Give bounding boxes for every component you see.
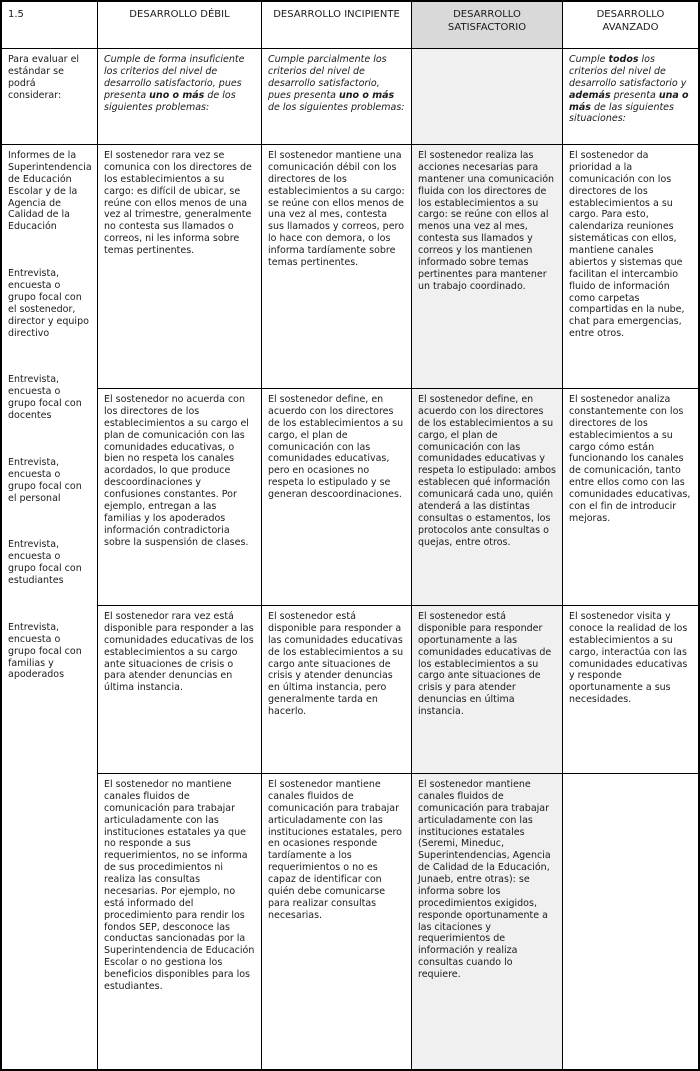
header-desarrollo-debil: DESARROLLO DÉBIL bbox=[98, 2, 261, 48]
source-item: Entrevista, encuesta o grupo focal con docentes bbox=[8, 374, 82, 421]
criteria-incipiente: Cumple parcialmente los criterios del nivel de desarrollo satisfactorio, pues presenta uno o más de los siguientes problemas: bbox=[262, 49, 411, 144]
criteria-intro: Para evaluar el estándar se podrá considerar: bbox=[2, 49, 97, 144]
source-item: Entrevista, encuesta o grupo focal con el sostenedor, director y equipo directivo bbox=[8, 268, 89, 339]
source-item: Entrevista, encuesta o grupo focal con estudiantes bbox=[8, 539, 82, 586]
cell-row2-satisfactorio: El sostenedor define, en acuerdo con los directores de los establecimientos a su cargo, el plan de comunicación con las comunidades educativas y respeta lo estipulado: ambos establecen qué información comunicará cada uno, quién atenderá a las distintas consultas o estamentos, los protocolos ante consultas o quejas, entre otros. bbox=[412, 389, 562, 605]
criteria-avanzado: Cumple todos los criterios del nivel de desarrollo satisfactorio y además presenta una o más de las siguientes situaciones: bbox=[563, 49, 698, 144]
source-item: Entrevista, encuesta o grupo focal con el personal bbox=[8, 456, 82, 504]
cell-row2-avanzado: El sostenedor analiza constantemente con los directores de los establecimientos a su cargo cómo están funcionando los canales de comunicación, tanto entre ellos como con las comunidades educativas, con el fin de introducir mejoras. bbox=[563, 389, 698, 605]
standard-code: 1.5 bbox=[2, 2, 97, 48]
header-desarrollo-satisfactorio: DESARROLLO SATISFACTORIO bbox=[412, 2, 562, 48]
criteria-satisfactorio-empty bbox=[412, 49, 562, 144]
cell-row3-satisfactorio: El sostenedor está disponible para responder oportunamente a las comunidades educativas de los establecimientos a su cargo ante situaciones de crisis y para atender denuncias en última instancia. bbox=[412, 606, 562, 773]
cell-row1-debil: El sostenedor rara vez se comunica con los directores de los establecimientos a su cargo: es difícil de ubicar, se reúne con ellos menos de una vez al trimestre, generalmente no contesta sus llamados o correos, ni les informa sobre temas pertinentes. bbox=[98, 145, 261, 388]
cell-row2-debil: El sostenedor no acuerda con los directores de los establecimientos a su cargo el plan de comunicación con las comunidades educativas, o bien no respeta los canales acordados, lo que produce descoordinaciones y confusiones constantes. Por ejemplo, entregan a las familias y los apoderados información contradictoria sobre la suspensión de clases. bbox=[98, 389, 261, 605]
cell-row1-incipiente: El sostenedor mantiene una comunicación débil con los directores de los establecimientos a su cargo: se reúne con ellos menos de una vez al mes, contesta sus llamados y correos, pero lo hace con demora, o los informa tardíamente sobre temas pertinentes. bbox=[262, 145, 411, 388]
header-desarrollo-incipiente: DESARROLLO INCIPIENTE bbox=[262, 2, 411, 48]
source-item: Informes de la Superintendencia de Educación Escolar y de la Agencia de Calidad de la Educación bbox=[8, 150, 92, 233]
source-item: Entrevista, encuesta o grupo focal con familias y apoderados bbox=[8, 621, 82, 681]
cell-row3-avanzado: El sostenedor visita y conoce la realidad de los establecimientos a su cargo, interactúa con las comunidades educativas y responde oportunamente a sus necesidades. bbox=[563, 606, 698, 773]
cell-row4-satisfactorio: El sostenedor mantiene canales fluidos de comunicación para trabajar articuladamente con las instituciones estatales (Seremi, Mineduc, Superintendencias, Agencia de Calidad de la Educación, Junaeb, entre otras): se informa sobre los procedimientos exigidos, responde oportunamente a las citaciones y requerimientos de información y realiza consultas cuando lo requiere. bbox=[412, 774, 562, 1069]
cell-row3-debil: El sostenedor rara vez está disponible para responder a las comunidades educativas de los establecimientos a su cargo ante situaciones de crisis o para atender denuncias en última instancia. bbox=[98, 606, 261, 773]
cell-row4-debil: El sostenedor no mantiene canales fluidos de comunicación para trabajar articuladamente con las instituciones estatales ya que no responde a sus requerimientos, no se informa de sus procedimientos ni realiza las consultas necesarias. Por ejemplo, no está informado del procedimiento para rendir los fondos SEP, desconoce las conductas sancionadas por la Superintendencia de Educación Escolar o no gestiona los beneficios disponibles para los estudiantes. bbox=[98, 774, 261, 1069]
criteria-debil: Cumple de forma insuficiente los criterios del nivel de desarrollo satisfactorio, pues presenta uno o más de los siguientes problemas: bbox=[98, 49, 261, 144]
cell-row4-avanzado-empty bbox=[563, 774, 698, 1069]
evidence-sources-list bbox=[2, 145, 97, 1069]
cell-row3-incipiente: El sostenedor está disponible para responder a las comunidades educativas de los establecimientos a su cargo ante situaciones de crisis y atender denuncias en última instancia, pero generalmente tarda en hacerlo. bbox=[262, 606, 411, 773]
cell-row1-avanzado: El sostenedor da prioridad a la comunicación con los directores de los establecimientos a su cargo. Para esto, calendariza reuniones sistemáticas con ellos, mantiene canales abiertos y sistemas que facilitan el intercambio fluido de información como carpetas compartidas en la nube, chat para emergencias, entre otros. bbox=[563, 145, 698, 388]
cell-row4-incipiente: El sostenedor mantiene canales fluidos de comunicación para trabajar articuladamente con las instituciones estatales, pero en ocasiones responde tardíamente a los requerimientos o no es capaz de identificar con quién debe comunicarse para realizar consultas necesarias. bbox=[262, 774, 411, 1069]
header-desarrollo-avanzado: DESARROLLO AVANZADO bbox=[563, 2, 698, 48]
cell-row2-incipiente: El sostenedor define, en acuerdo con los directores de los establecimientos a su cargo, el plan de comunicación con las comunidades educativas, pero en ocasiones no respeta lo estipulado y se generan descoordinaciones. bbox=[262, 389, 411, 605]
cell-row1-satisfactorio: El sostenedor realiza las acciones necesarias para mantener una comunicación fluida con los directores de los establecimientos a su cargo: se reúne con ellos al menos una vez al mes, contesta sus llamados y correos y los mantienen informado sobre temas pertinentes para mantener un trabajo coordinado. bbox=[412, 145, 562, 388]
